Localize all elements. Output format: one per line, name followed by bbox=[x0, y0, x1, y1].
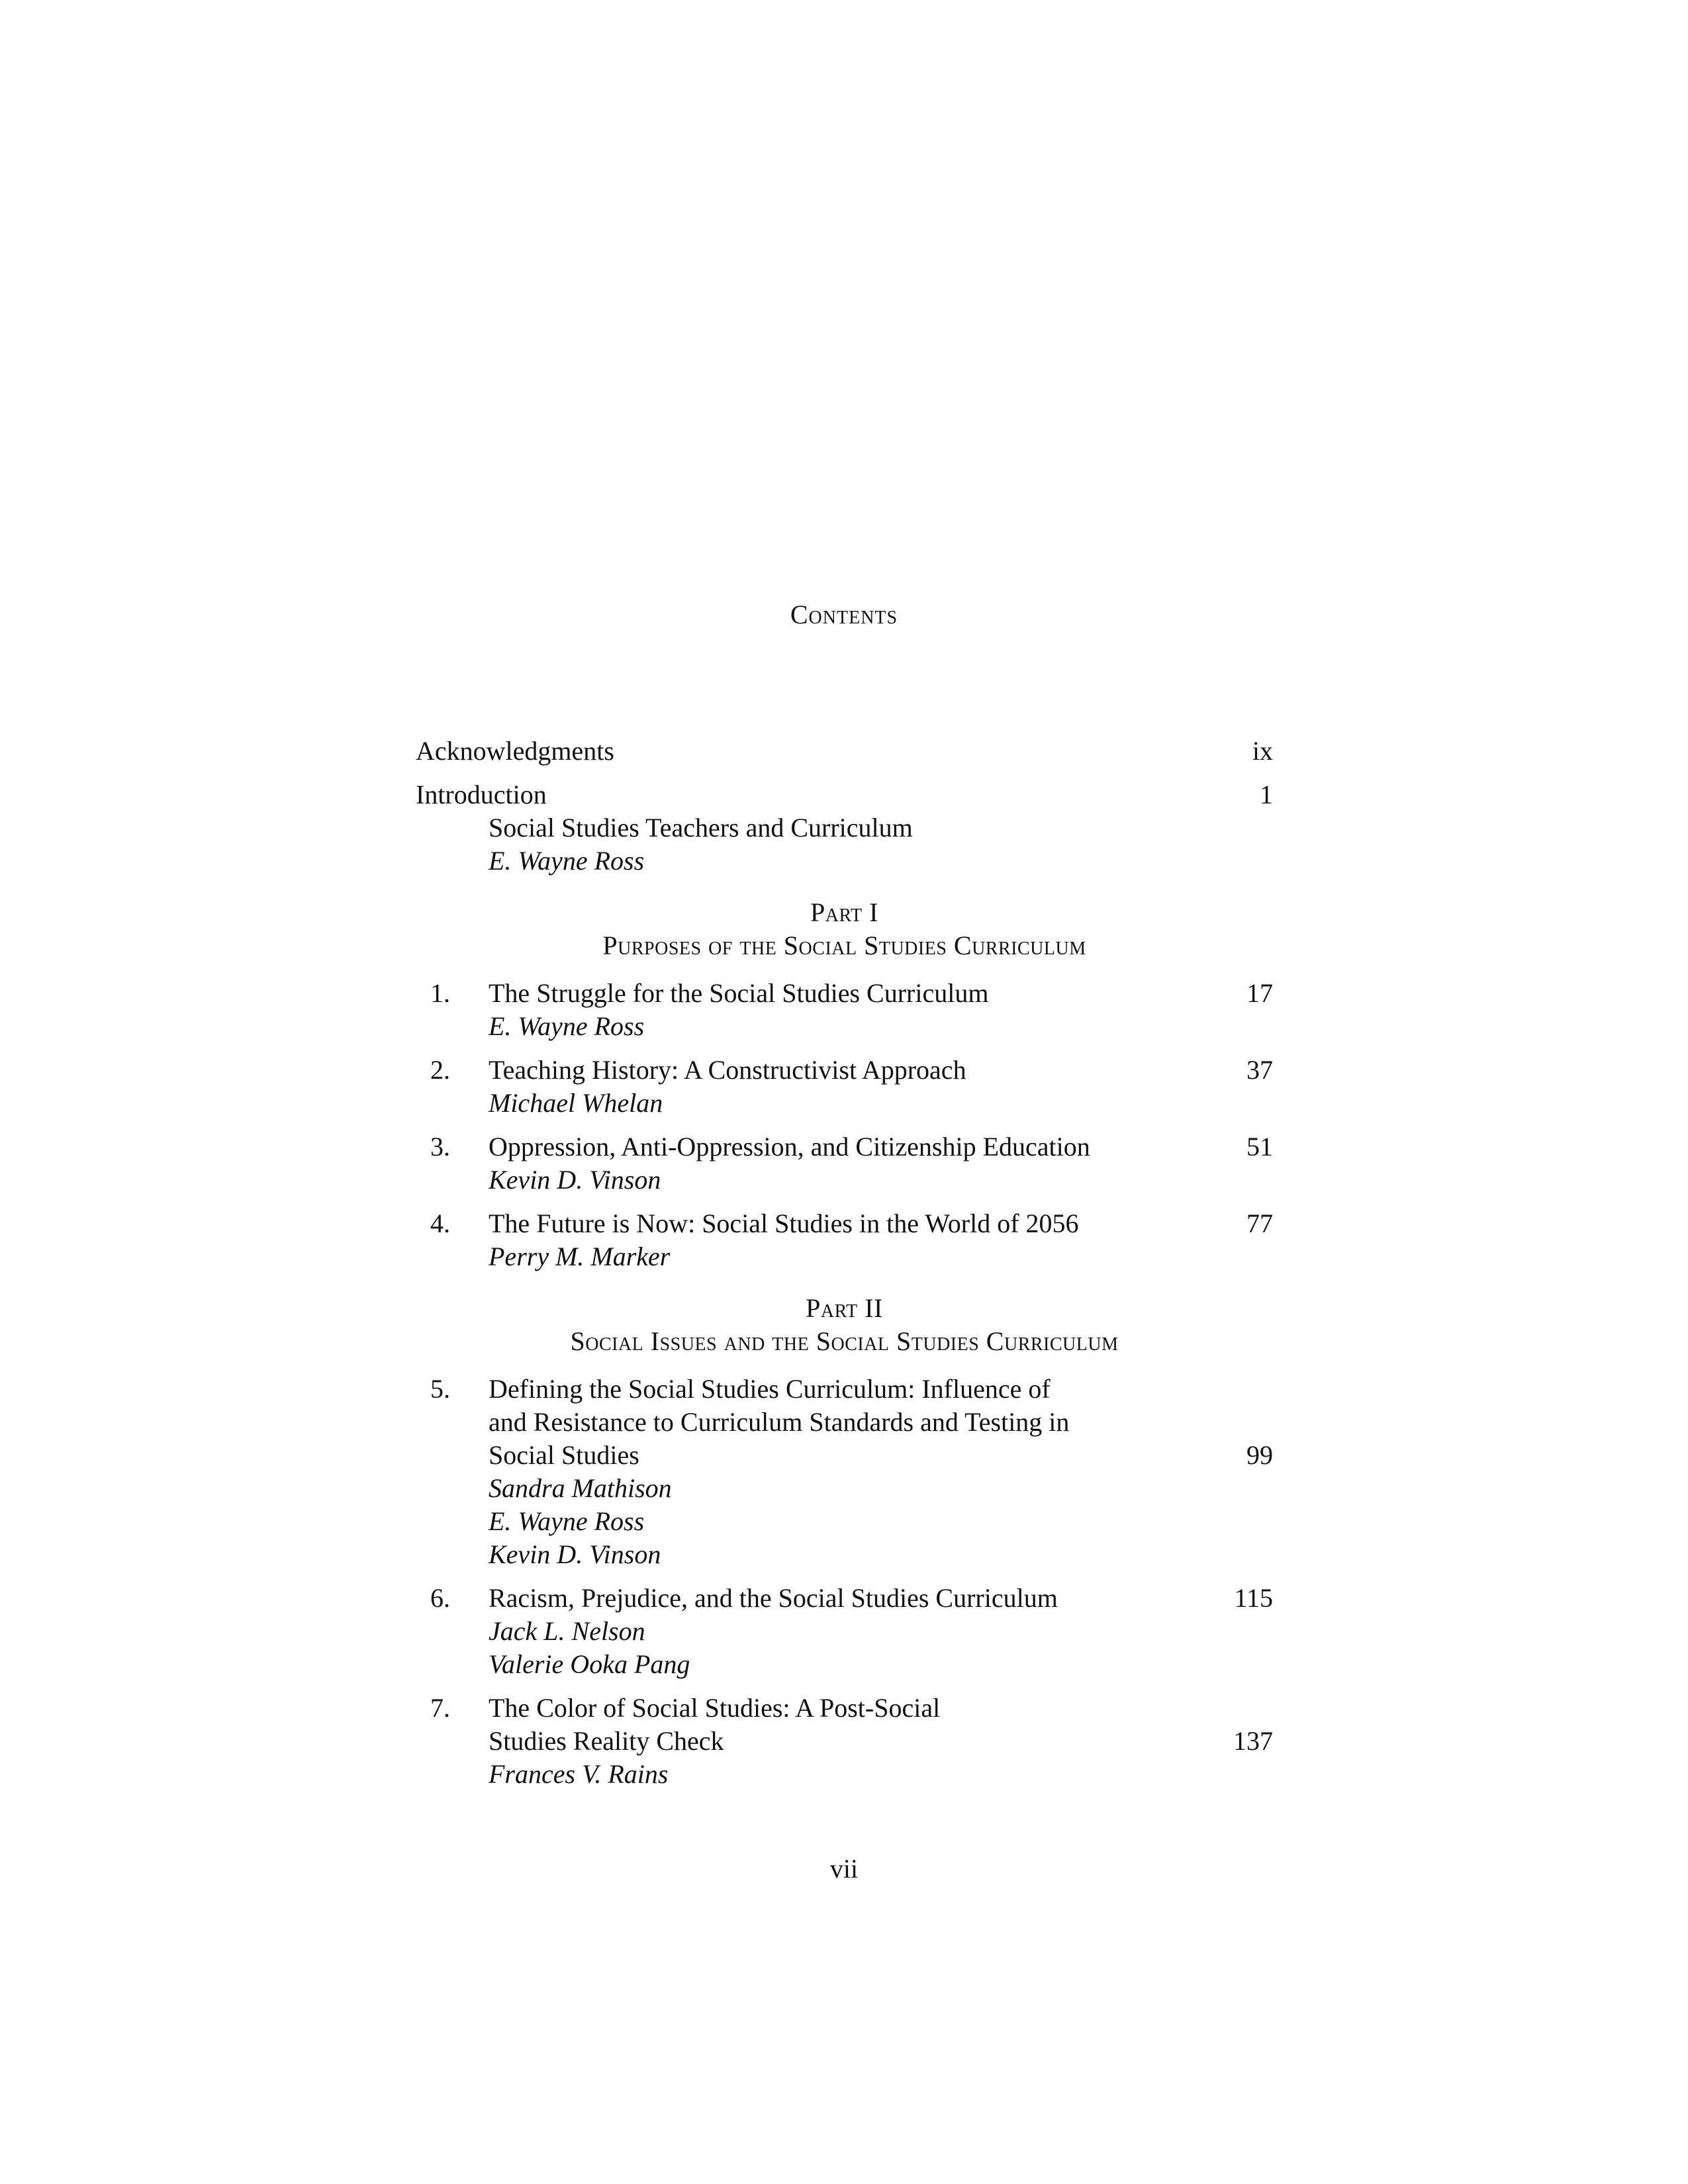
toc-entry-chapter-2[interactable] bbox=[416, 1054, 1273, 1120]
chapter-author: Kevin D. Vinson bbox=[489, 1539, 661, 1569]
chapter-title-line: Oppression, Anti-Oppression, and Citizenship Education bbox=[489, 1132, 1090, 1161]
entry-subtitle: Social Studies Teachers and Curriculum bbox=[489, 813, 913, 842]
chapter-number: 7. bbox=[430, 1693, 450, 1723]
chapter-title-line: Teaching History: A Constructivist Approach bbox=[489, 1055, 966, 1085]
entry-page-number: 77 bbox=[1246, 1208, 1273, 1238]
chapter-author: Michael Whelan bbox=[489, 1088, 663, 1118]
chapter-author: Frances V. Rains bbox=[489, 1759, 669, 1789]
chapter-title-line: The Color of Social Studies: A Post-Social bbox=[489, 1693, 941, 1723]
part-heading-2 bbox=[416, 1292, 1273, 1358]
chapter-author: Perry M. Marker bbox=[489, 1242, 671, 1271]
part-heading-1 bbox=[416, 896, 1273, 962]
chapter-author: Kevin D. Vinson bbox=[489, 1165, 661, 1195]
chapter-author: Jack L. Nelson bbox=[489, 1616, 645, 1646]
chapter-number: 1. bbox=[430, 978, 450, 1008]
entry-page-number: 37 bbox=[1246, 1055, 1273, 1085]
part-title: Social Issues and the Social Studies Curriculum bbox=[570, 1326, 1119, 1356]
chapter-author: Valerie Ooka Pang bbox=[489, 1649, 690, 1679]
entry-page-number: ix bbox=[1252, 736, 1273, 766]
toc-entry-chapter-1[interactable] bbox=[416, 977, 1273, 1043]
chapter-number: 3. bbox=[430, 1132, 450, 1161]
chapter-number: 2. bbox=[430, 1055, 450, 1085]
chapter-body bbox=[489, 1054, 1273, 1120]
chapter-title-line: Defining the Social Studies Curriculum: Influence of bbox=[489, 1374, 1051, 1404]
entry-page-number: 137 bbox=[1233, 1726, 1273, 1756]
entry-page-number: 1 bbox=[1260, 780, 1273, 809]
part-label: Part II bbox=[806, 1293, 883, 1323]
chapter-title-line: The Future is Now: Social Studies in the World of 2056 bbox=[489, 1208, 1079, 1238]
entry-page-number: 17 bbox=[1246, 978, 1273, 1008]
chapter-body bbox=[489, 1692, 1273, 1791]
part-label: Part I bbox=[810, 897, 878, 927]
chapter-author: E. Wayne Ross bbox=[489, 1506, 645, 1536]
chapter-body bbox=[489, 1207, 1273, 1273]
toc-entry-acknowledgments[interactable] bbox=[416, 735, 1273, 768]
chapter-number: 5. bbox=[430, 1374, 450, 1404]
toc-entry-chapter-6[interactable] bbox=[416, 1582, 1273, 1681]
toc-entry-chapter-3[interactable] bbox=[416, 1130, 1273, 1197]
toc-entry-introduction[interactable] bbox=[416, 778, 1273, 878]
chapter-body bbox=[489, 1373, 1273, 1571]
entry-author: E. Wayne Ross bbox=[489, 846, 645, 876]
entry-page-number: 115 bbox=[1234, 1583, 1273, 1613]
chapter-title-line: The Struggle for the Social Studies Curriculum bbox=[489, 978, 989, 1008]
toc-entry-chapter-7[interactable] bbox=[416, 1692, 1273, 1791]
chapter-title-line: Social Studies bbox=[489, 1440, 639, 1470]
contents-heading: Contents bbox=[790, 600, 898, 629]
toc-entry-chapter-5[interactable] bbox=[416, 1373, 1273, 1571]
part-title: Purposes of the Social Studies Curriculum bbox=[602, 931, 1086, 960]
toc-entry-chapter-4[interactable] bbox=[416, 1207, 1273, 1273]
chapter-body bbox=[489, 1130, 1273, 1197]
entry-page-number: 99 bbox=[1246, 1440, 1273, 1470]
chapter-number: 6. bbox=[430, 1583, 450, 1613]
table-of-contents bbox=[416, 735, 1273, 1801]
chapter-body bbox=[489, 1582, 1273, 1681]
chapter-title-line: Racism, Prejudice, and the Social Studies Curriculum bbox=[489, 1583, 1058, 1613]
chapter-body bbox=[489, 977, 1273, 1043]
entry-page-number: 51 bbox=[1246, 1132, 1273, 1161]
entry-label: Introduction bbox=[416, 780, 547, 809]
page-folio: vii bbox=[829, 1854, 859, 1884]
chapter-number: 4. bbox=[430, 1208, 450, 1238]
entry-label: Acknowledgments bbox=[416, 736, 614, 766]
chapter-title-line: Studies Reality Check bbox=[489, 1726, 724, 1756]
chapter-title-line: and Resistance to Curriculum Standards and Testing in bbox=[489, 1407, 1070, 1437]
chapter-author: E. Wayne Ross bbox=[489, 1011, 645, 1041]
chapter-author: Sandra Mathison bbox=[489, 1473, 672, 1503]
